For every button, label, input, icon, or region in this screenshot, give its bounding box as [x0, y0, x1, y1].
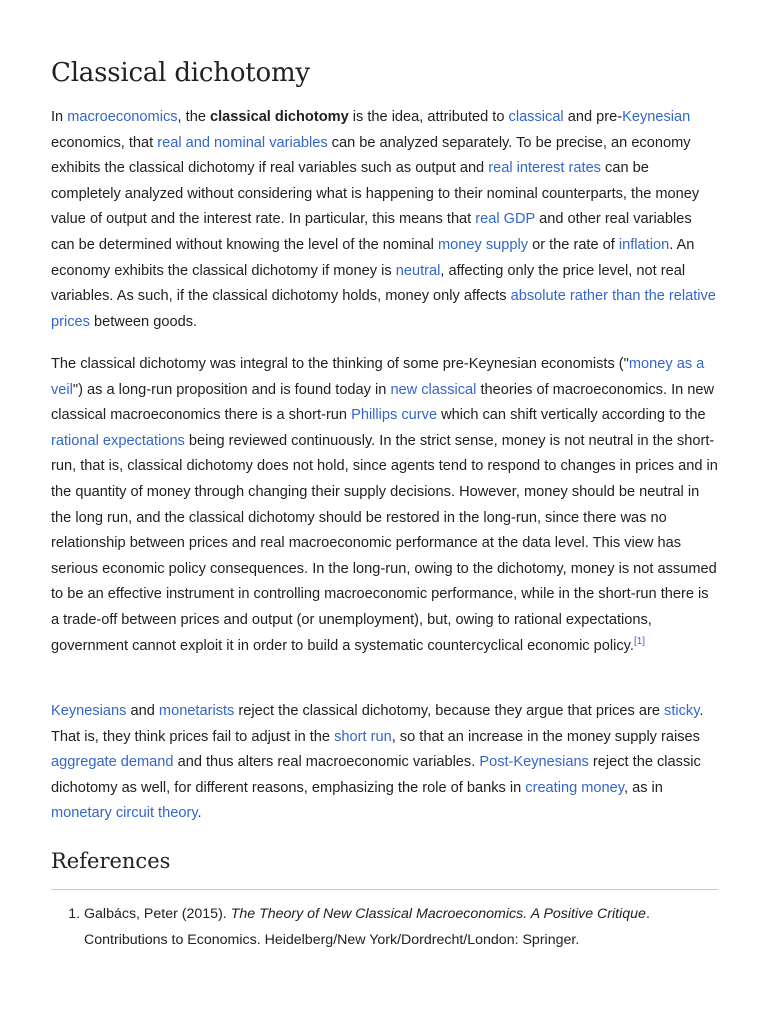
link-monetarists[interactable]: monetarists	[158, 703, 235, 719]
text: and other real variables can be determined without knowing the level of the nominal	[51, 211, 692, 253]
text: reject the classical dichotomy, because they argue that prices are	[234, 703, 665, 719]
reference-publisher: . Contributions to Economics. Heidelberg/New York/Dordrecht/London: Springer.	[84, 906, 650, 948]
link-real-and-nominal-variables[interactable]: real and nominal variables	[157, 134, 328, 151]
paragraph-criticism	[51, 699, 718, 827]
link-real-gdp[interactable]: real GDP	[475, 211, 536, 228]
link-new-classical[interactable]: new classical	[390, 381, 477, 398]
text: or the rate of	[528, 236, 619, 253]
link-keynesian[interactable]: Keynesian	[622, 109, 691, 125]
text: and thus alters real macroeconomic variables.	[173, 754, 480, 771]
link-aggregate-demand[interactable]: aggregate demand	[51, 754, 174, 771]
text: reject the classic dichotomy as well, for different reasons, emphasizing the role of banks in	[51, 754, 701, 796]
text: . An economy exhibits the classical dichotomy if money is	[51, 236, 695, 279]
link-money-supply[interactable]: money supply	[437, 236, 529, 253]
link-sticky[interactable]: sticky	[664, 703, 700, 719]
link-macroeconomics[interactable]: macroeconomics	[67, 109, 178, 125]
text: , as in	[623, 779, 663, 796]
text: is the idea, attributed to	[348, 109, 509, 125]
text: ") as a long-run proposition and is found today in	[72, 381, 391, 398]
text: can be analyzed separately. To be precise, an economy exhibits the classical dichotomy if real variables such as output and	[51, 134, 691, 177]
text: .	[197, 805, 202, 822]
paragraph-intro	[51, 105, 718, 335]
link-inflation[interactable]: inflation	[618, 236, 670, 253]
term-classical-dichotomy: classical dichotomy	[210, 109, 349, 125]
link-neutral[interactable]: neutral	[395, 262, 441, 279]
text: . That is, they think prices fail to adjust in the	[51, 703, 704, 745]
link-absolute-relative-prices[interactable]: absolute rather than the relative prices	[51, 288, 716, 330]
text: and	[126, 703, 159, 719]
link-keynesians[interactable]: Keynesians	[51, 703, 127, 719]
link-monetary-circuit-theory[interactable]: monetary circuit theory	[51, 805, 198, 822]
text: can be completely analyzed without considering what is happening to their nominal counterparts, the money value of output and the interest rate. In particular, this means that	[51, 160, 700, 228]
page-title: Classical dichotomy	[51, 58, 310, 88]
text: The classical dichotomy was integral to the thinking of some pre-Keynesian economists ("	[51, 356, 629, 372]
link-phillips-curve[interactable]: Phillips curve	[351, 407, 438, 424]
text: theories of macroeconomics. In new classical macroeconomics there is a short-run	[51, 381, 715, 424]
reference-item	[84, 902, 718, 953]
link-short-run[interactable]: short run	[334, 728, 392, 745]
text: , so that an increase in the money supply raises	[391, 728, 700, 745]
text: between goods.	[89, 313, 198, 330]
reference-authors: Galbács, Peter (2015).	[84, 906, 231, 922]
text: and pre-	[563, 109, 623, 125]
text: , the	[177, 109, 210, 125]
link-post-keynesians[interactable]: Post-Keynesians	[479, 754, 589, 771]
references-heading: References	[51, 849, 171, 873]
references-list	[51, 902, 718, 953]
citation-1[interactable]: [1]	[633, 635, 646, 647]
link-classical[interactable]: classical	[508, 109, 564, 125]
link-rational-expectations[interactable]: rational expectations	[51, 432, 185, 449]
text: which can shift vertically according to the	[437, 407, 706, 424]
section-divider	[51, 889, 718, 890]
paragraph-history	[51, 352, 718, 659]
text: being reviewed continuously. In the strict sense, money is not neutral in the short-run, that is, classical dichotomy does not hold, since agents tend to respond to changes in prices and in the quantity of money through changing their supply decisions. However, money should be neutral in the long run, and the classical dichotomy should be restored in the long-run, since there was no relationship between prices and real macroeconomic performance at the data level. This view has serious economic policy consequences. In the long-run, owing to the dichotomy, money is not assumed to be an effective instrument in controlling macroeconomic performance, while in the short-run there is a trade-off between prices and output (or unemployment), but, owing to rational expectations, government cannot exploit it in order to build a systematic countercyclical economic policy.	[51, 432, 718, 654]
link-real-interest-rates[interactable]: real interest rates	[488, 160, 601, 177]
link-creating-money[interactable]: creating money	[525, 779, 624, 796]
text: economics, that	[51, 134, 158, 151]
reference-book-title: The Theory of New Classical Macroeconomics. A Positive Critique	[230, 906, 646, 922]
text: , affecting only the price level, not real variables. As such, if the classical dichotomy holds, money only affects	[51, 262, 686, 305]
link-money-as-a-veil[interactable]: money as a veil	[51, 356, 705, 398]
text: In	[51, 109, 68, 125]
